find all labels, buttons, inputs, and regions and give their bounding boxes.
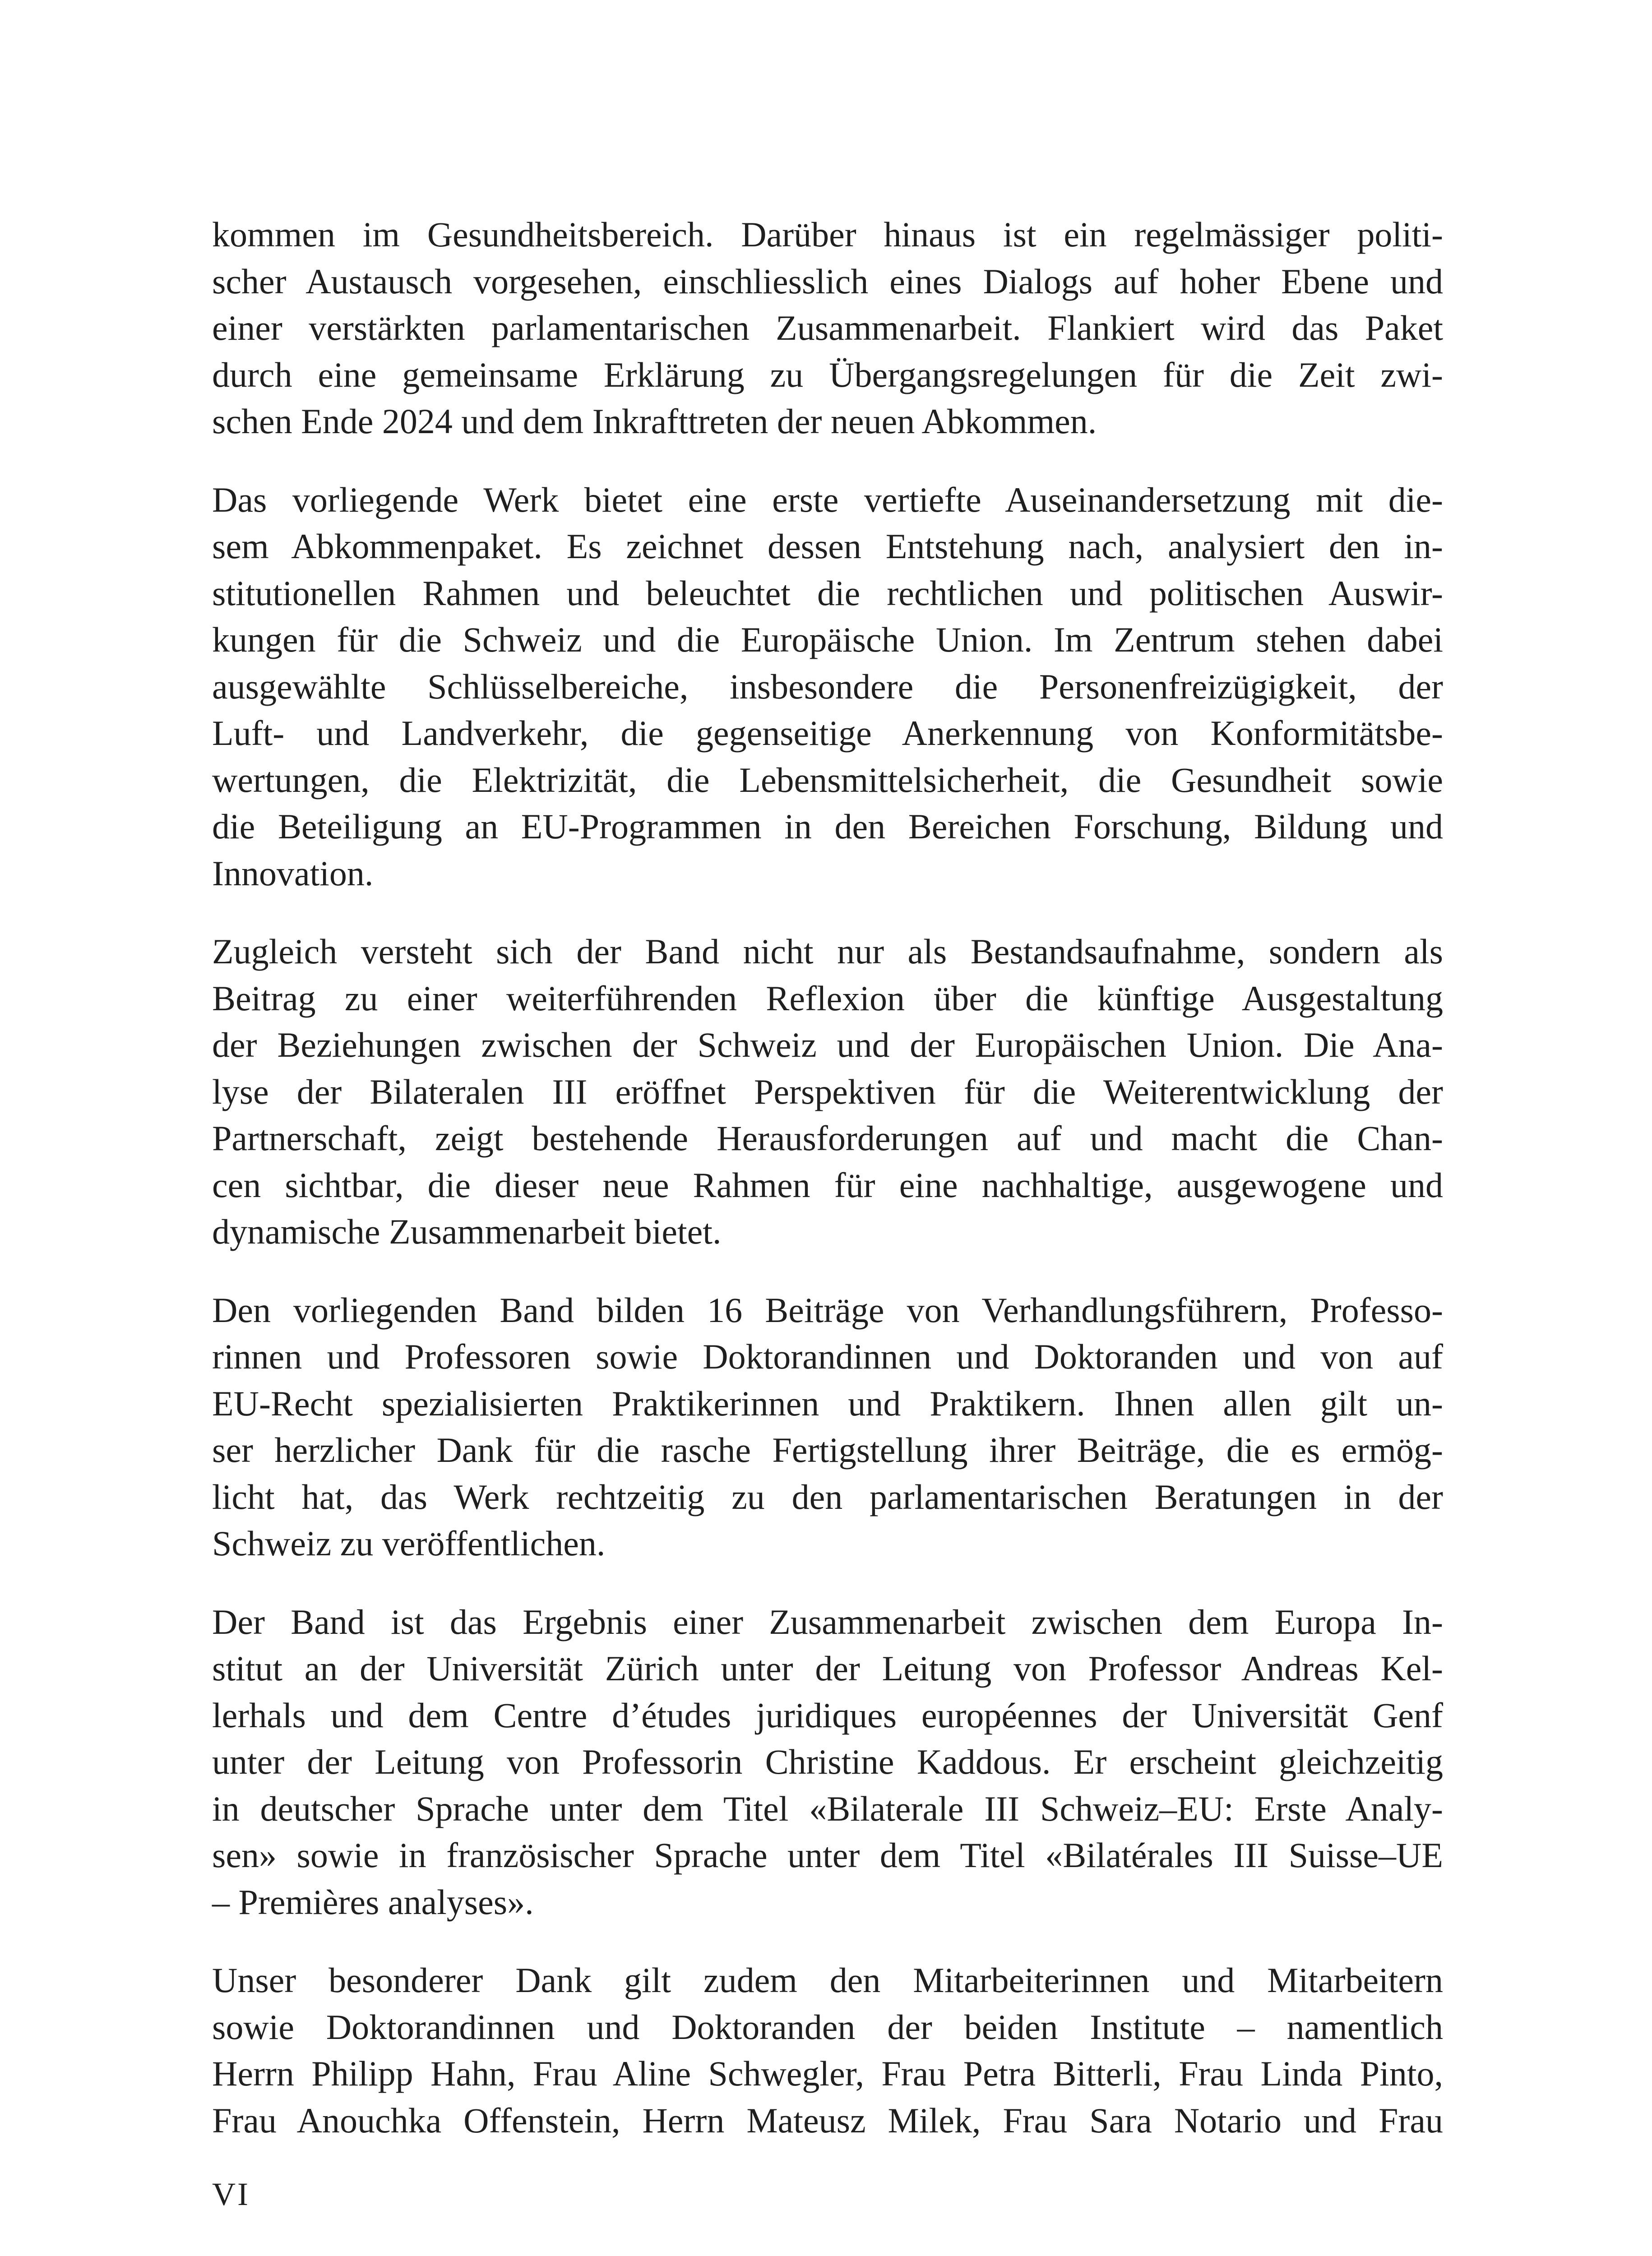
text-line: rinnen und Professoren sowie Doktorandinnen und Doktoranden und von auf xyxy=(212,1337,1443,1376)
text-line: sowie Doktorandinnen und Doktoranden der beiden Institute – namentlich xyxy=(212,2007,1443,2047)
paragraph xyxy=(212,211,1443,445)
text-line: licht hat, das Werk rechtzeitig zu den parlamentarischen Beratungen in der xyxy=(212,1477,1443,1516)
text-line: die Beteiligung an EU-Programmen in den Bereichen Forschung, Bildung und xyxy=(212,807,1443,846)
text-line: Beitrag zu einer weiterführenden Reflexion über die künftige Ausgestaltung xyxy=(212,978,1443,1018)
text-line: kommen im Gesundheitsbereich. Darüber hinaus ist ein regelmässiger politi- xyxy=(212,215,1443,254)
paragraph xyxy=(212,1957,1443,2144)
text-line: Das vorliegende Werk bietet eine erste vertiefte Auseinandersetzung mit die- xyxy=(212,480,1443,519)
page-number: VI xyxy=(212,2176,250,2212)
text-line: einer verstärkten parlamentarischen Zusammenarbeit. Flankiert wird das Paket xyxy=(212,308,1443,347)
text-line: Zugleich versteht sich der Band nicht nur als Bestandsaufnahme, sondern als xyxy=(212,932,1443,971)
text-line: wertungen, die Elektrizität, die Lebensmittelsicherheit, die Gesundheit sowie xyxy=(212,760,1443,800)
text-line: stitutionellen Rahmen und beleuchtet die rechtlichen und politischen Auswir- xyxy=(212,573,1443,613)
text-line: dynamische Zusammenarbeit bietet. xyxy=(212,1212,722,1251)
text-line: Den vorliegenden Band bilden 16 Beiträge von Verhandlungsführern, Professo- xyxy=(212,1290,1443,1330)
text-line: lyse der Bilateralen III eröffnet Perspektiven für die Weiterentwicklung der xyxy=(212,1072,1443,1111)
text-line: scher Austausch vorgesehen, einschliesslich eines Dialogs auf hoher Ebene und xyxy=(212,261,1443,301)
text-line: Schweiz zu veröffentlichen. xyxy=(212,1524,606,1563)
text-line: Frau Anouchka Offenstein, Herrn Mateusz Milek, Frau Sara Notario und Frau xyxy=(212,2100,1443,2140)
text-line: in deutscher Sprache unter dem Titel «Bilaterale III Schweiz–EU: Erste Analy- xyxy=(212,1789,1443,1828)
text-line: ser herzlicher Dank für die rasche Fertigstellung ihrer Beiträge, die es ermög- xyxy=(212,1430,1443,1470)
text-line: sem Abkommenpaket. Es zeichnet dessen Entstehung nach, analysiert den in- xyxy=(212,527,1443,566)
paragraph xyxy=(212,1599,1443,1926)
text-line: lerhals und dem Centre d’études juridiques européennes der Universität Genf xyxy=(212,1695,1443,1735)
text-line: Der Band ist das Ergebnis einer Zusammenarbeit zwischen dem Europa In- xyxy=(212,1602,1443,1641)
text-line: durch eine gemeinsame Erklärung zu Übergangsregelungen für die Zeit zwi- xyxy=(212,355,1443,394)
text-line: Luft- und Landverkehr, die gegenseitige Anerkennung von Konformitätsbe- xyxy=(212,713,1443,753)
text-line: kungen für die Schweiz und die Europäische Union. Im Zentrum stehen dabei xyxy=(212,620,1443,659)
paragraph xyxy=(212,476,1443,897)
text-line: stitut an der Universität Zürich unter der Leitung von Professor Andreas Kel- xyxy=(212,1649,1443,1688)
text-line: sen» sowie in französischer Sprache unter dem Titel «Bilatérales III Suisse–UE xyxy=(212,1835,1443,1875)
text-line: Herrn Philipp Hahn, Frau Aline Schwegler, Frau Petra Bitterli, Frau Linda Pinto, xyxy=(212,2054,1443,2093)
text-line: cen sichtbar, die dieser neue Rahmen für eine nachhaltige, ausgewogene und xyxy=(212,1165,1443,1205)
text-line: Partnerschaft, zeigt bestehende Herausforderungen auf und macht die Chan- xyxy=(212,1119,1443,1158)
text-line: der Beziehungen zwischen der Schweiz und der Europäischen Union. Die Ana- xyxy=(212,1025,1443,1064)
paragraph xyxy=(212,928,1443,1255)
paragraph xyxy=(212,1287,1443,1567)
body-text xyxy=(212,211,1443,2144)
text-line: EU-Recht spezialisierten Praktikerinnen und Praktikern. Ihnen allen gilt un- xyxy=(212,1383,1443,1423)
text-line: unter der Leitung von Professorin Christine Kaddous. Er erscheint gleichzeitig xyxy=(212,1742,1443,1781)
text-line: Innovation. xyxy=(212,853,374,893)
text-line: – Premières analyses». xyxy=(212,1882,534,1922)
text-line: schen Ende 2024 und dem Inkrafttreten der neuen Abkommen. xyxy=(212,402,1097,441)
text-line: Unser besonderer Dank gilt zudem den Mitarbeiterinnen und Mitarbeitern xyxy=(212,1960,1443,2000)
text-line: ausgewählte Schlüsselbereiche, insbesondere die Personenfreizügigkeit, der xyxy=(212,666,1443,706)
